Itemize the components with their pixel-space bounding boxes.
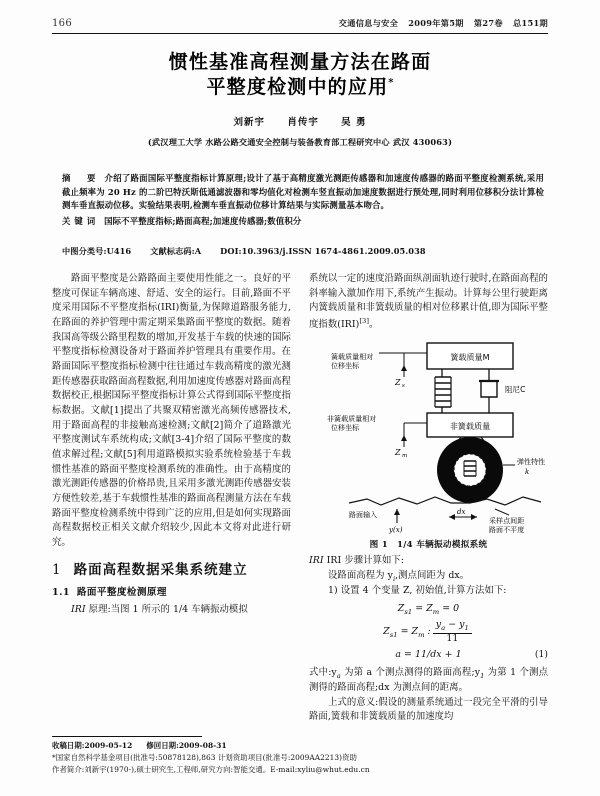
page-folio: 166 <box>52 18 72 29</box>
right-paragraph-1 <box>309 272 548 333</box>
explain-sub-a: a <box>336 671 341 680</box>
section-number-1: 1 <box>52 561 62 578</box>
setup-text-1: 设路面高程为 y <box>328 569 393 581</box>
right-paragraph-1-text: 系统以一定的速度沿路面纵剖面轨迹行驶时,在路面高程的斜率输入激加作用下,系统产生振动。计算每公里行驶距离内簧载质量和非簧载质量的相对位移累计值,即为国际平整度指数(IRI) <box>309 273 548 331</box>
step-1-line: 1) 设置 4 个变量 Z, 初始值,计算方法如下: <box>328 585 507 597</box>
abstract-body: 介绍了路面国际平整度指标计算原理;设计了基于高精度激光测距传感器和加速度传感器的路面平整度检测系统,采用截止频率为 20 Hz 的二阶巴特沃斯低通滤波器和零均值化对检测车竖直振动加速度数据进行预处理,同时利用位移积分法计算检测车垂直振动位移。实验结果表明,检测车垂直振动位移计算结果与实际测量基本吻合。 <box>62 173 544 211</box>
keywords-body: 国际不平整度指标;路面高程;加速度传感器;数值积分 <box>104 215 302 226</box>
setup-text-2: ,测点间距为 dx。 <box>395 569 470 581</box>
keywords-paragraph <box>62 215 544 229</box>
subsection-number-1-1: 1.1 <box>52 586 70 598</box>
meaning-paragraph: 上式的意义:假设的测量系统通过一段完全平滑的引导路面,簧载和非簧载质量的加速度均 <box>309 696 548 723</box>
zm-subscript: m <box>402 452 408 459</box>
iri-steps-text: IRI 步骤计算如下: <box>326 555 405 567</box>
subsection-heading-1-1 <box>52 586 291 601</box>
zm-variable: Z <box>395 447 401 457</box>
affiliation: (武汉理工大学 水路公路交通安全控制与装备教育部工程研究中心 武汉 430063) <box>147 137 453 148</box>
doi-value: 10.3963/j.ISSN 1674-4861.2009.05.038 <box>241 246 426 256</box>
footnote-author-bio: 作者简介:刘新宇(1970-),硕士研究生,工程师,研究方向:智能交通。E-mail:xyliu@whut.edu.cn <box>52 765 370 775</box>
equation-explanation <box>309 666 548 696</box>
subsection-title-1-1: 路面平整度检测原理 <box>76 586 167 598</box>
road-input-label: 路面输入 <box>349 510 378 519</box>
setup-subscript: i <box>392 574 396 583</box>
equation-1b <box>309 620 548 644</box>
sprung-mass-box-label: 簧载质量M <box>450 352 490 362</box>
dx-label: dx <box>457 507 466 516</box>
title-line-2: 平整度检测中的应用 <box>206 76 389 99</box>
author-2: 肖传宇 <box>287 117 319 129</box>
section-title-1: 路面高程数据采集系统建立 <box>73 561 248 578</box>
classification-line: 中图分类号:U416 文献标志码:A DOI:10.3963/j.ISSN 1674-4861.2009.05.038 <box>62 246 426 256</box>
journal-issue: 2009年第5期 <box>408 18 464 28</box>
figure-1 <box>309 337 548 552</box>
spring-coils <box>435 377 451 407</box>
left-paragraph-1: 路面平整度是公路路面主要使用性能之一。良好的平整度可保证车辆高速、舒适、安全的运行。目前,路面不平度采用国际不平整度指标(IRI)衡量,为保障道路服务能力,在路面的养护管理中需定期采集路面平整度的数据。随着我国高等级公路里程数的增加,开发基于车载的快速的国际平整度指标检测设备对于路面养护管理具有重要作用。在路面国际平整度指标检测中往往通过车载高精度的激光测距传感器获取路面高程数据,利用加速度传感器对路面高程数据校正,根据国际平整度指标计算公式得到国际平整度指标数据。文献[1]提出了共聚双精密激光高频传感器技术,用于路面高程的非接触高速检测;文献[2]简介了道路激光平整度测试车系统构成;文献[3-4]介绍了国际平整度的数值求解过程;文献[5]利用道路模拟实验系统检验基于车载惯性基准的路面平整度检测系统的准确性。由于高精度的激光测距传感器的价格昂贵,且采用多激光测距传感器安装方便性较差,基于车载惯性基准的路面高程测量方法在车载路面平整度检测系统中得到广泛的应用,但是如何实现路面高程数据校正相关文献介绍较少,因此本文将对此进行研究。 <box>52 273 291 549</box>
author-list <box>60 114 540 128</box>
doi-label: DOI <box>220 246 239 256</box>
title-line-1: 惯性基准高程测量方法在路面 <box>168 51 432 73</box>
road-profile <box>349 497 541 505</box>
section-heading-1 <box>52 560 291 581</box>
keywords-label: 关键词 <box>62 215 100 226</box>
unsprung-mass-box-label: 非簧载质量 <box>449 421 491 431</box>
equation-1-number: (1) <box>534 649 548 661</box>
journal-volume: 第27卷 <box>473 18 503 28</box>
spacing-leader <box>495 509 509 515</box>
explain-sub-1: 1 <box>480 671 485 680</box>
abstract-block <box>62 172 544 230</box>
revised-date: 修回日期:2009-08-31 <box>146 741 227 750</box>
abstract-paragraph <box>62 172 544 213</box>
iri-steps-italic: IRI <box>309 555 324 567</box>
page-title <box>60 50 540 100</box>
received-date: 收稿日期:2009-05-12 <box>52 741 133 750</box>
left-column <box>52 272 291 730</box>
equation-1b-fraction <box>433 620 472 644</box>
title-block <box>60 50 540 148</box>
footnote-funding: *国家自然科学基金项目(批准号:50878128),863 计划资助项目(批准号:2009AA2213)资助 <box>52 753 357 763</box>
journal-info <box>332 18 548 29</box>
title-line-2-wrap <box>60 75 540 100</box>
clc-label: 中图分类号 <box>62 246 104 256</box>
left-paragraph-2 <box>52 603 291 618</box>
spacing-label-1: 采样点间距 <box>489 516 525 525</box>
author-1: 刘新宇 <box>233 117 266 129</box>
zs-arrow <box>401 365 407 371</box>
equation-1a-text: $Z_{s1} = Z_m = 0$ <box>397 602 460 616</box>
unsprung-coordinate-label-1: 非簧载质量相对 <box>327 414 377 423</box>
doccode-value: A <box>194 246 202 256</box>
footnote-block <box>52 740 548 776</box>
title-footnote-marker: * <box>388 77 394 89</box>
dx-arrow-left <box>449 514 455 520</box>
journal-serial: 总151期 <box>513 18 548 28</box>
equation-1c-text: a = 11/dx + 1 <box>395 648 462 660</box>
spacing-label-2: 路面不平度 <box>489 525 525 534</box>
tire-stiffness-symbol: k <box>525 467 530 476</box>
iri-steps-line <box>309 554 548 569</box>
left-paragraph-2-text: 原理:当图 1 所示的 1/4 车辆振动模拟 <box>88 603 248 615</box>
tire-stiffness-label: 弹性特性 <box>517 457 546 466</box>
damper-cylinder <box>481 381 497 397</box>
abstract-label: 摘 要 <box>62 173 100 183</box>
road-input-arrow <box>394 509 400 515</box>
zs-variable: Z <box>395 377 401 387</box>
equation-1b-numerator: $y_a - y_1$ <box>433 620 472 634</box>
unsprung-coordinate-label-2: 位移坐标 <box>331 423 360 432</box>
explain-text-2: 为第 a 个测点测得的路面高程;y <box>340 666 481 678</box>
clc-value: U416 <box>106 246 132 256</box>
road-input-variable: y(x) <box>389 525 403 534</box>
iri-term: IRI <box>71 603 86 615</box>
right-column <box>309 272 548 730</box>
body-columns <box>52 272 548 730</box>
equation-1b-lhs: $Z_{s1} = Z_m$ : <box>383 625 431 639</box>
explain-text-3: 为第 1 个测点测得的路面高程;dx 为测点间的距离。 <box>309 666 549 693</box>
explain-text-1: 式中:y <box>309 666 337 678</box>
footnote-dates <box>52 740 548 751</box>
journal-name: 交通信息与安全 <box>338 18 399 28</box>
setup-line <box>309 569 548 584</box>
dx-arrow-right <box>471 514 477 520</box>
doccode-label: 文献标志码 <box>150 246 192 256</box>
equation-1c <box>309 648 548 663</box>
header-rule <box>52 33 548 34</box>
equation-1b-denominator: 11 <box>446 633 459 645</box>
zm-arrow <box>401 435 407 441</box>
zs-subscript: s <box>402 382 405 389</box>
author-3: 吴 勇 <box>341 117 367 129</box>
damping-label: 阻尼C <box>505 384 526 394</box>
running-header <box>52 18 548 29</box>
figure-1-caption: 图 1 1/4 车辆振动模拟系统 <box>369 539 488 550</box>
right-paragraph-1-end: 。 <box>369 319 379 331</box>
footnote-rule <box>52 736 202 737</box>
equation-1a <box>309 602 548 617</box>
quarter-car-diagram <box>309 337 548 537</box>
reference-marker-3: [3] <box>359 317 370 326</box>
sprung-coordinate-label-2: 位移坐标 <box>331 361 360 370</box>
sprung-coordinate-label-1: 簧载质量相对 <box>331 352 374 361</box>
equation-1-block <box>309 602 548 663</box>
